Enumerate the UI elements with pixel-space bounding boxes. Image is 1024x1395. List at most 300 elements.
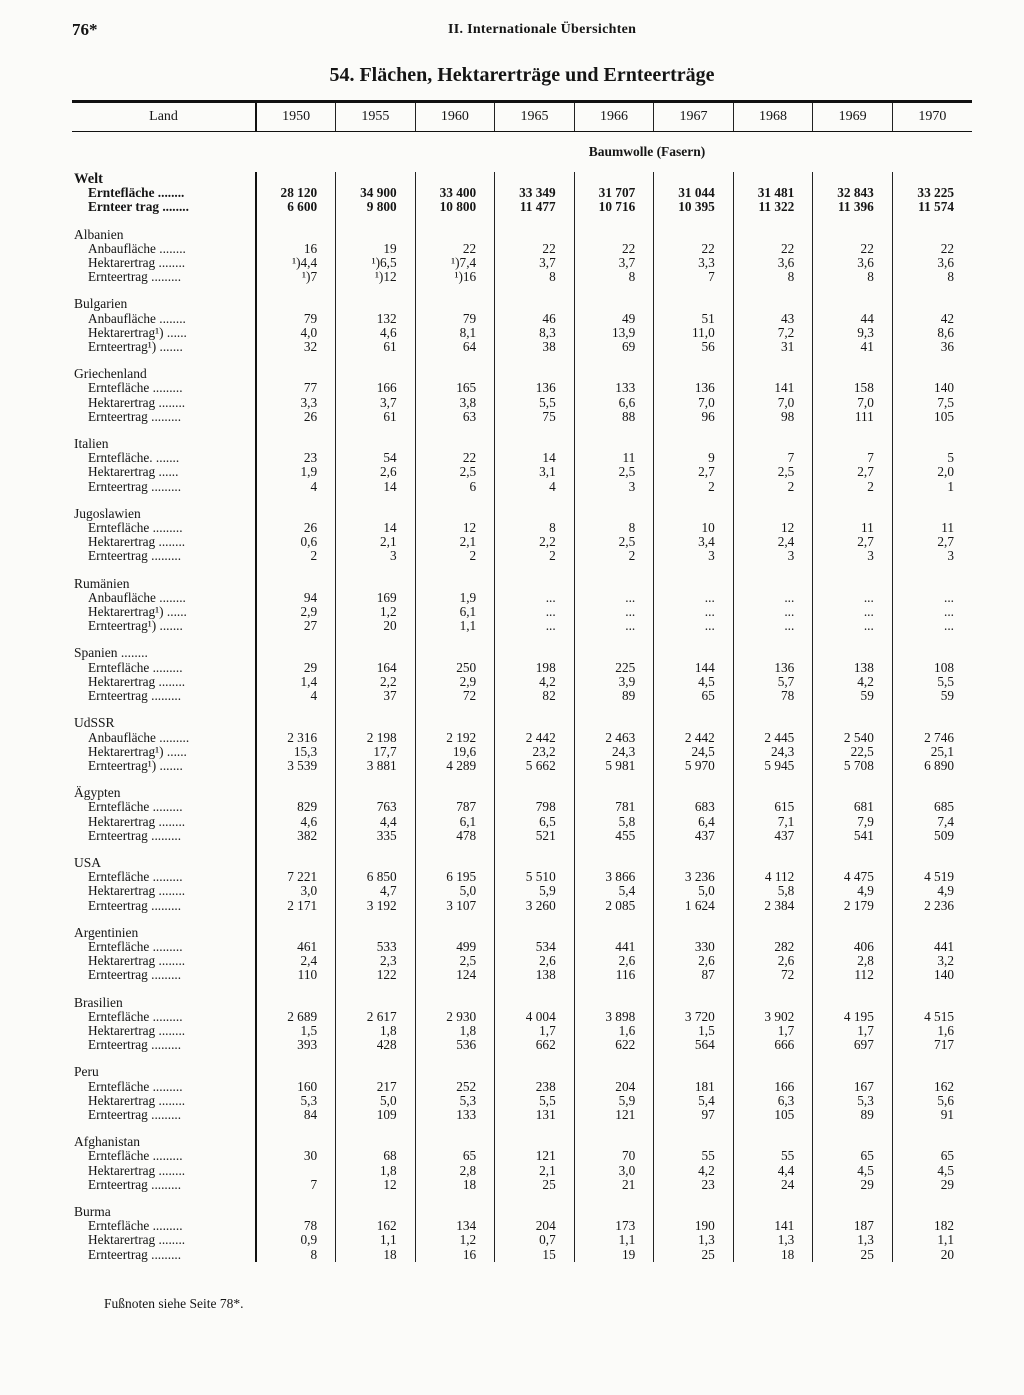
spacer-row	[72, 843, 972, 856]
table-cell: 94	[256, 591, 336, 605]
table-cell: 144	[654, 661, 734, 675]
table-cell: 250	[415, 661, 495, 675]
table-row	[72, 1178, 972, 1192]
table-cell: 166	[733, 1080, 813, 1094]
table-cell: 0,6	[256, 535, 336, 549]
table-cell: 38	[495, 340, 575, 354]
table-cell: 2,6	[733, 954, 813, 968]
country-name: Griechenland	[74, 366, 147, 382]
table-cell: 2	[654, 480, 734, 494]
table-cell: ...	[892, 605, 972, 619]
table-cell: 2 316	[256, 731, 336, 745]
table-cell: 4,4	[733, 1164, 813, 1178]
table-cell: 5,8	[574, 815, 654, 829]
table-cell: 9 800	[336, 200, 416, 214]
table-cell: 65	[654, 689, 734, 703]
table-cell: 4 289	[415, 759, 495, 773]
table-row	[72, 870, 972, 884]
table-cell: 162	[336, 1219, 416, 1233]
table-cell: 14	[336, 480, 416, 494]
table-cell: 1,1	[415, 619, 495, 633]
country-row	[72, 1135, 972, 1149]
spacer-row	[72, 913, 972, 926]
table-row	[72, 968, 972, 982]
row-label: Erntefläche .........	[88, 1078, 183, 1094]
row-label: Ernteertrag .........	[88, 1176, 182, 1192]
table-cell: 0,7	[495, 1233, 575, 1247]
section-heading: Baumwolle (Fasern)	[588, 143, 706, 159]
table-cell: 7	[256, 1178, 336, 1192]
country-row	[72, 1205, 972, 1219]
spacer-row	[72, 1052, 972, 1065]
table-cell: 509	[892, 829, 972, 843]
table-cell: 5,3	[813, 1094, 893, 1108]
table-cell: 160	[256, 1080, 336, 1094]
table-cell: 8,1	[415, 326, 495, 340]
header-year: 1969	[813, 102, 893, 132]
table-cell: 2,6	[654, 954, 734, 968]
table-cell: 72	[733, 968, 813, 982]
table-cell: 5 510	[495, 870, 575, 884]
table-cell: 11 396	[813, 200, 893, 214]
table-cell: 4,5	[892, 1164, 972, 1178]
table-cell: 4,2	[654, 1164, 734, 1178]
header-year: 1968	[733, 102, 813, 132]
table-cell: 4,4	[336, 815, 416, 829]
row-label: Ernteertrag .........	[88, 478, 182, 494]
country-row	[72, 437, 972, 451]
row-label: Ernteertrag .........	[88, 688, 182, 704]
table-cell: 34 900	[336, 186, 416, 200]
row-label: Erntefläche .........	[88, 520, 183, 536]
table-row	[72, 535, 972, 549]
table-cell: 19	[574, 1248, 654, 1262]
table-cell: 534	[495, 940, 575, 954]
table-cell: 5,7	[733, 675, 813, 689]
table-row	[72, 661, 972, 675]
country-row	[72, 507, 972, 521]
table-row	[72, 800, 972, 814]
header-year: 1970	[892, 102, 972, 132]
table-row	[72, 689, 972, 703]
table-cell: 8	[574, 521, 654, 535]
table-cell: 1	[892, 480, 972, 494]
table-row	[72, 381, 972, 395]
country-row	[72, 786, 972, 800]
table-cell: 182	[892, 1219, 972, 1233]
table-cell: 2	[256, 549, 336, 563]
table-row	[72, 759, 972, 773]
table-cell: 33 349	[495, 186, 575, 200]
row-label: Ernteertrag¹) .......	[88, 339, 183, 355]
table-cell: 4 004	[495, 1010, 575, 1024]
table-cell: 6 600	[256, 200, 336, 214]
table-cell: 3 720	[654, 1010, 734, 1024]
table-cell: 2,4	[256, 954, 336, 968]
table-cell: 3 539	[256, 759, 336, 773]
row-label: Ernteertrag .........	[88, 548, 182, 564]
table-cell: 238	[495, 1080, 575, 1094]
table-row	[72, 899, 972, 913]
table-cell: 330	[654, 940, 734, 954]
table-cell: 22	[892, 242, 972, 256]
section-heading-row	[72, 132, 972, 173]
table-cell: 7,0	[813, 396, 893, 410]
table-cell: 97	[654, 1108, 734, 1122]
table-cell: 717	[892, 1038, 972, 1052]
table-cell: 8	[574, 270, 654, 284]
table-cell: 32 843	[813, 186, 893, 200]
table-cell: 4 515	[892, 1010, 972, 1024]
country-name: Spanien ........	[74, 645, 148, 661]
table-cell: 7,1	[733, 815, 813, 829]
table-cell: 2 192	[415, 731, 495, 745]
row-label: Erntefläche .........	[88, 869, 183, 885]
table-cell: 12	[415, 521, 495, 535]
country-row	[72, 367, 972, 381]
table-cell: 5	[892, 451, 972, 465]
table-cell: ...	[574, 619, 654, 633]
table-cell: 1,7	[495, 1024, 575, 1038]
table-cell: 393	[256, 1038, 336, 1052]
table-cell: 121	[495, 1149, 575, 1163]
table-row	[72, 242, 972, 256]
table-cell: 31 044	[654, 186, 734, 200]
table-cell: ¹)12	[336, 270, 416, 284]
table-cell: 22	[415, 242, 495, 256]
table-cell: 7,2	[733, 326, 813, 340]
table-cell: 11 322	[733, 200, 813, 214]
table-row	[72, 1108, 972, 1122]
table-cell: 5,3	[256, 1094, 336, 1108]
table-cell: ...	[495, 619, 575, 633]
table-cell: 8,6	[892, 326, 972, 340]
table-cell: 335	[336, 829, 416, 843]
table-cell: 2 445	[733, 731, 813, 745]
table-cell: 829	[256, 800, 336, 814]
row-label: Erntefläche ........	[88, 185, 185, 201]
table-cell: 3,3	[256, 396, 336, 410]
table-cell: 685	[892, 800, 972, 814]
table-cell: 1,9	[256, 465, 336, 479]
table-cell: 536	[415, 1038, 495, 1052]
table-cell: 162	[892, 1080, 972, 1094]
table-cell: ...	[654, 591, 734, 605]
table-cell: 25	[813, 1248, 893, 1262]
table-cell: 111	[813, 410, 893, 424]
table-cell: 165	[415, 381, 495, 395]
table-cell: 51	[654, 312, 734, 326]
table-cell: 20	[336, 619, 416, 633]
table-cell: 2 540	[813, 731, 893, 745]
table-cell: 5 708	[813, 759, 893, 773]
table-cell: 564	[654, 1038, 734, 1052]
table-cell: 204	[495, 1219, 575, 1233]
table-cell: 2,0	[892, 465, 972, 479]
table-cell: 2,9	[256, 605, 336, 619]
table-cell: ...	[733, 619, 813, 633]
table-cell: 141	[733, 381, 813, 395]
table-cell: 2,7	[892, 535, 972, 549]
table-cell: 3 881	[336, 759, 416, 773]
table-cell: 6 850	[336, 870, 416, 884]
table-cell: 44	[813, 312, 893, 326]
row-label: Hektarertrag ........	[88, 883, 186, 899]
table-cell: 29	[813, 1178, 893, 1192]
table-cell: 121	[574, 1108, 654, 1122]
table-cell: 23	[256, 451, 336, 465]
table-cell: ¹)7,4	[415, 256, 495, 270]
table-cell: 27	[256, 619, 336, 633]
table-cell: 3 260	[495, 899, 575, 913]
row-label: Ernteertrag .........	[88, 827, 182, 843]
table-cell: 662	[495, 1038, 575, 1052]
row-label: Ernteertrag .........	[88, 967, 182, 983]
row-label: Erntefläche .........	[88, 1218, 183, 1234]
table-cell: 2 442	[495, 731, 575, 745]
table-row	[72, 954, 972, 968]
table-cell: 1,2	[415, 1233, 495, 1247]
table-row	[72, 815, 972, 829]
table-cell: 2 463	[574, 731, 654, 745]
table-cell: 3,6	[813, 256, 893, 270]
table-cell: 2,6	[574, 954, 654, 968]
table-cell: 2,1	[336, 535, 416, 549]
table-cell: 7,9	[813, 815, 893, 829]
table-cell: 77	[256, 381, 336, 395]
table-cell: 7,5	[892, 396, 972, 410]
table-cell: 8	[256, 1248, 336, 1262]
table-cell: 5,5	[495, 1094, 575, 1108]
row-label: Hektarertrag ........	[88, 1162, 186, 1178]
table-cell: 521	[495, 829, 575, 843]
table-cell: 190	[654, 1219, 734, 1233]
table-row	[72, 1164, 972, 1178]
table-cell: ...	[495, 605, 575, 619]
table-cell: 1,7	[733, 1024, 813, 1038]
table-cell: 8	[495, 521, 575, 535]
table-cell: 36	[892, 340, 972, 354]
table-cell: 14	[495, 451, 575, 465]
table-cell: 140	[892, 381, 972, 395]
table-cell: 7 221	[256, 870, 336, 884]
table-cell: 5,8	[733, 884, 813, 898]
row-label: Ernteertrag .........	[88, 269, 182, 285]
row-label: Ernteer trag ........	[88, 199, 189, 215]
table-cell: 2,7	[813, 535, 893, 549]
table-cell: 4,5	[813, 1164, 893, 1178]
table-cell: 55	[654, 1149, 734, 1163]
spacer-row	[72, 215, 972, 228]
table-cell: 5,4	[654, 1094, 734, 1108]
table-cell: 166	[336, 381, 416, 395]
table-cell: 134	[415, 1219, 495, 1233]
table-cell: ...	[813, 591, 893, 605]
table-row	[72, 605, 972, 619]
header-year: 1950	[256, 102, 336, 132]
table-cell: 4	[495, 480, 575, 494]
table-cell: 441	[574, 940, 654, 954]
table-cell: 158	[813, 381, 893, 395]
row-label: Ernteertrag .........	[88, 1246, 182, 1262]
country-row	[72, 1065, 972, 1079]
table-cell: 140	[892, 968, 972, 982]
table-cell: 11	[813, 521, 893, 535]
table-cell: 25	[495, 1178, 575, 1192]
statistics-table-container	[72, 100, 972, 1262]
table-cell: 2,2	[336, 675, 416, 689]
table-cell: 2 179	[813, 899, 893, 913]
table-cell: 1,3	[813, 1233, 893, 1247]
row-label: Ernteertrag .........	[88, 408, 182, 424]
country-row	[72, 926, 972, 940]
table-cell: 1,1	[336, 1233, 416, 1247]
table-cell: 1 624	[654, 899, 734, 913]
table-cell: 10	[654, 521, 734, 535]
table-cell: 22	[813, 242, 893, 256]
table-cell: 30	[256, 1149, 336, 1163]
row-label: Erntefläche .........	[88, 938, 183, 954]
table-cell: 89	[574, 689, 654, 703]
table-cell: 2,5	[415, 954, 495, 968]
row-label: Hektarertrag ........	[88, 673, 186, 689]
table-cell: 3,4	[654, 535, 734, 549]
table-cell: 4,6	[336, 326, 416, 340]
table-cell: 133	[574, 381, 654, 395]
spacer-row	[72, 494, 972, 507]
row-label: Hektarertrag¹) ......	[88, 743, 187, 759]
table-cell: 33 400	[415, 186, 495, 200]
table-cell: 3 192	[336, 899, 416, 913]
table-row	[72, 186, 972, 200]
table-cell: 217	[336, 1080, 416, 1094]
table-cell: 4	[256, 480, 336, 494]
table-cell: 5,0	[415, 884, 495, 898]
table-cell: 19	[336, 242, 416, 256]
table-cell: 133	[415, 1108, 495, 1122]
table-cell: 2,9	[415, 675, 495, 689]
row-label: Hektarertrag ........	[88, 534, 186, 550]
table-cell: 9	[654, 451, 734, 465]
spacer-row	[72, 633, 972, 646]
table-row	[72, 1080, 972, 1094]
country-name: Italien	[74, 436, 109, 452]
table-cell: 3 866	[574, 870, 654, 884]
table-cell: 11	[892, 521, 972, 535]
table-cell: 4 475	[813, 870, 893, 884]
table-cell: 2,5	[574, 535, 654, 549]
table-cell: 1,3	[654, 1233, 734, 1247]
table-cell: 131	[495, 1108, 575, 1122]
table-cell: 22	[574, 242, 654, 256]
table-cell: 23,2	[495, 745, 575, 759]
table-cell: 499	[415, 940, 495, 954]
table-cell: 3	[574, 480, 654, 494]
table-cell: 82	[495, 689, 575, 703]
table-cell: 3	[813, 549, 893, 563]
country-row	[72, 856, 972, 870]
table-cell: ¹)7	[256, 270, 336, 284]
table-cell: 12	[733, 521, 813, 535]
table-cell: 1,2	[336, 605, 416, 619]
row-label: Hektarertrag ........	[88, 255, 186, 271]
table-cell: 2 198	[336, 731, 416, 745]
table-cell: 3 898	[574, 1010, 654, 1024]
table-cell: 10 800	[415, 200, 495, 214]
table-cell: 22	[495, 242, 575, 256]
row-label: Hektarertrag ........	[88, 1092, 186, 1108]
table-cell: 437	[733, 829, 813, 843]
table-cell: 3,3	[654, 256, 734, 270]
table-row	[72, 884, 972, 898]
table-cell: 32	[256, 340, 336, 354]
table-cell: 3 236	[654, 870, 734, 884]
table-cell: ...	[733, 591, 813, 605]
table-row	[72, 1094, 972, 1108]
table-cell: 10 716	[574, 200, 654, 214]
table-cell: 2 236	[892, 899, 972, 913]
country-name: Afghanistan	[74, 1134, 140, 1150]
table-row	[72, 1233, 972, 1247]
table-cell: 1,5	[256, 1024, 336, 1038]
table-cell: 26	[256, 410, 336, 424]
spacer-row	[72, 564, 972, 577]
table-cell: 2,6	[336, 465, 416, 479]
table-cell: 105	[892, 410, 972, 424]
table-cell: 282	[733, 940, 813, 954]
table-cell: 406	[813, 940, 893, 954]
row-label: Ernteertrag .........	[88, 897, 182, 913]
table-row	[72, 1219, 972, 1233]
table-cell: 3,1	[495, 465, 575, 479]
country-name: Bulgarien	[74, 296, 128, 312]
table-cell: 12	[336, 1178, 416, 1192]
table-cell: 18	[415, 1178, 495, 1192]
table-cell: ...	[813, 605, 893, 619]
table-cell: 63	[415, 410, 495, 424]
table-cell: 3,8	[415, 396, 495, 410]
table-cell: 136	[654, 381, 734, 395]
table-cell: 98	[733, 410, 813, 424]
table-cell: 75	[495, 410, 575, 424]
table-cell: 1,3	[733, 1233, 813, 1247]
table-cell: 7,0	[654, 396, 734, 410]
table-cell: 6,6	[574, 396, 654, 410]
country-name: Ägypten	[74, 785, 121, 801]
country-name: Burma	[74, 1203, 111, 1219]
table-cell: 2,5	[733, 465, 813, 479]
table-cell: 5 662	[495, 759, 575, 773]
table-cell: 9,3	[813, 326, 893, 340]
table-cell: 2,5	[574, 465, 654, 479]
table-cell: 2 617	[336, 1010, 416, 1024]
table-cell: 4,9	[813, 884, 893, 898]
table-cell: 225	[574, 661, 654, 675]
spacer-row	[72, 1122, 972, 1135]
table-cell: 11 477	[495, 200, 575, 214]
table-cell: 4	[256, 689, 336, 703]
table-cell: 2,3	[336, 954, 416, 968]
table-cell: 3,0	[574, 1164, 654, 1178]
row-label: Erntefläche .........	[88, 380, 183, 396]
table-cell: 2,8	[415, 1164, 495, 1178]
table-cell: 5 970	[654, 759, 734, 773]
table-row	[72, 312, 972, 326]
table-cell: 2,1	[415, 535, 495, 549]
header-year: 1955	[336, 102, 416, 132]
table-cell: 19,6	[415, 745, 495, 759]
country-name: Argentinien	[74, 924, 139, 940]
